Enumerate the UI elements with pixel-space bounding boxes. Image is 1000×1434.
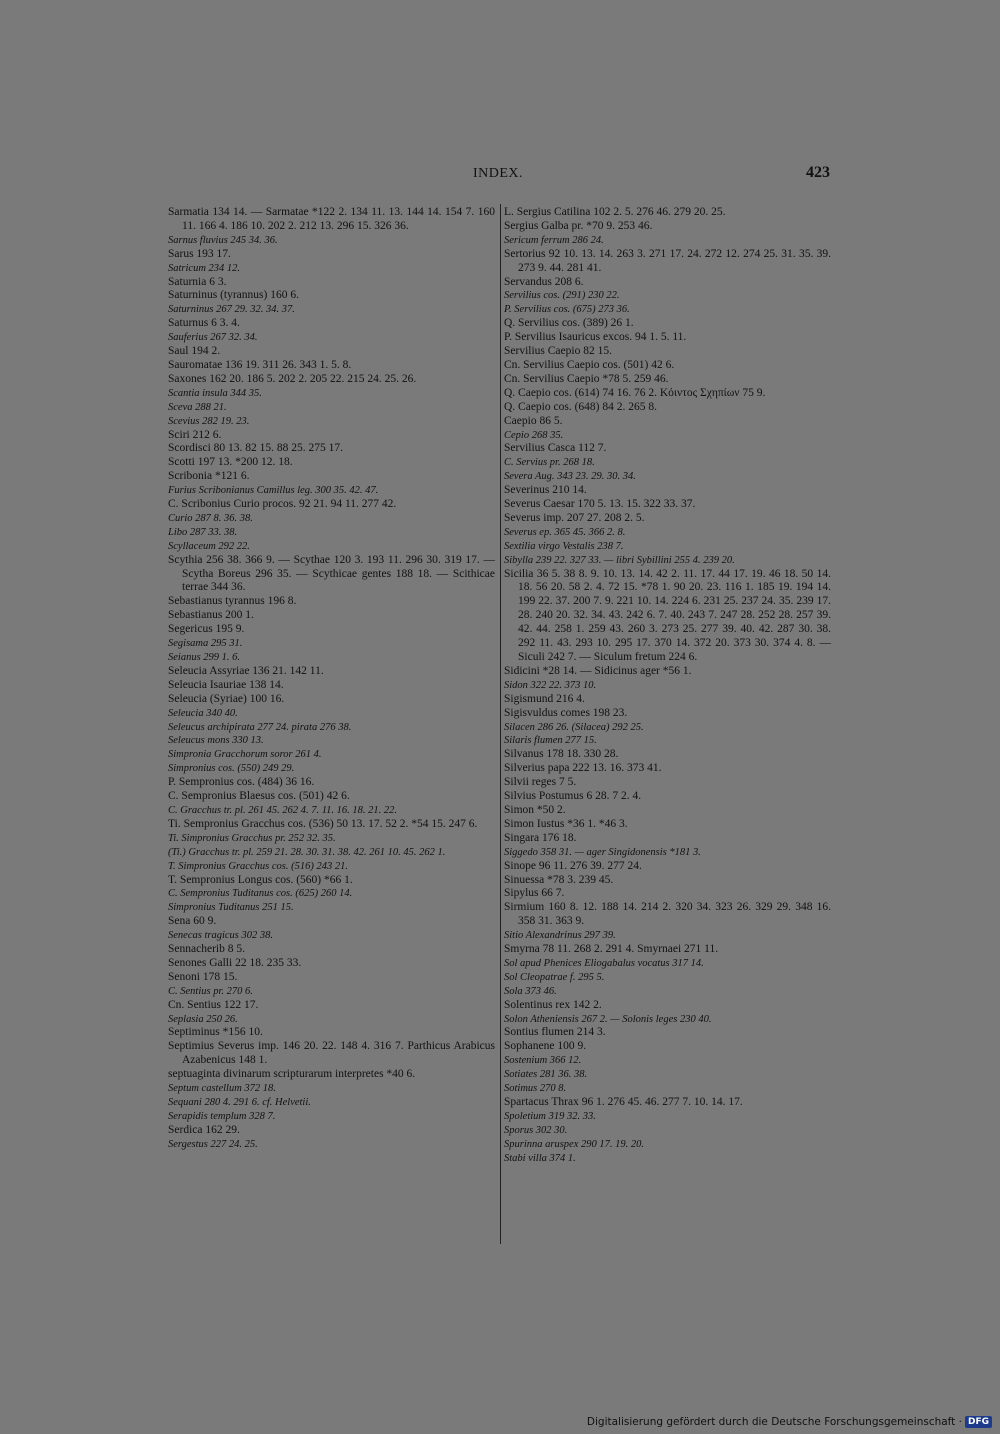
index-entry: Sidicini *28 14. — Sidicinus ager *56 1. [504,664,692,677]
index-entry: Stabi villa 374 1. [504,1152,576,1164]
index-entry: Sibylla 239 22. 327 33. — libri Sybillini 255 4. 239 20. [504,554,735,566]
index-entry: C. Servius pr. 268 18. [504,457,595,469]
index-entry: Seleucia Assyriae 136 21. 142 11. [168,664,324,677]
index-entry: Simpronius cos. (550) 249 29. [168,763,295,775]
index-entry: Sirmium 160 8. 12. 188 14. 214 2. 320 34. 323 26. 329 29. 348 16. 358 31. 363 9. [504,901,831,928]
index-entry: Cn. Servilius Caepio cos. (501) 42 6. [504,358,675,371]
index-entry: Cepio 268 35. [504,429,564,441]
index-entry: Q. Caepio cos. (648) 84 2. 265 8. [504,400,657,413]
index-entry: Senoni 178 15. [168,970,238,983]
index-entry: Ti. Simpronius Gracchus pr. 252 32. 35. [168,832,336,844]
index-entry: Silvius Postumus 6 28. 7 2. 4. [504,790,642,803]
index-entry: Scevius 282 19. 23. [168,415,250,427]
index-entry: L. Sergius Catilina 102 2. 5. 276 46. 279 20. 25. [504,206,726,218]
index-entry: C. Sentius pr. 270 6. [168,985,253,997]
index-entry: Scordisci 80 13. 82 15. 88 25. 275 17. [168,442,344,455]
index-entry: Saturnia 6 3. [168,275,227,288]
index-entry: Smyrna 78 11. 268 2. 291 4. Smyrnaei 271 11. [504,943,719,956]
index-entry: Sergestus 227 24. 25. [168,1138,258,1150]
index-entry: Scotti 197 13. *200 12. 18. [168,456,293,469]
index-entry: P. Sempronius cos. (484) 36 16. [168,776,315,789]
index-entry: Saxones 162 20. 186 5. 202 2. 205 22. 215 24. 25. 26. [168,372,417,385]
dfg-logo-icon: DFG [965,1416,992,1428]
index-entry: Sarmatia 134 14. — Sarmatae *122 2. 134 11. 13. 144 14. 154 7. 160 11. 166 4. 186 10. 202 2. 212 13. 296 15. 326 36. [168,206,495,232]
index-entry: Sauferius 267 32. 34. [168,332,258,344]
index-entry: Sigisvuldus comes 198 23. [504,706,628,719]
page-header [166,160,834,190]
index-page [166,160,834,1260]
index-entry: Silvanus 178 18. 330 28. [504,748,619,761]
index-entry: Scantia insula 344 35. [168,387,262,399]
index-entry: Sol Cleopatrae f. 295 5. [504,971,605,983]
index-entry: Simpronius Tuditanus 251 15. [168,902,294,914]
index-entry: Cn. Servilius Caepio *78 5. 259 46. [504,372,669,385]
index-entry: Scythia 256 38. 366 9. — Scythae 120 3. 193 11. 296 30. 319 17. — Scytha Boreus 296 35. — Scythicae gentes 188 18. — Scithicae terrae 344 36. [168,553,495,594]
index-entry: Servilius cos. (291) 230 22. [504,290,620,302]
index-entry: Satricum 234 12. [168,262,241,274]
index-entry: Servilius Caepio 82 15. [504,345,612,358]
index-entry: P. Servilius Isauricus excos. 94 1. 5. 11. [504,331,687,344]
index-column-left [168,206,495,1152]
index-entry: Sennacherib 8 5. [168,943,245,956]
index-entry: Spoletium 319 32. 33. [504,1110,596,1122]
index-entry: Sitio Alexandrinus 297 39. [504,930,616,942]
index-entry: Serapidis templum 328 7. [168,1110,276,1122]
index-entry: Seplasia 250 26. [168,1013,238,1025]
funding-footer [587,1416,992,1428]
index-entry: Spartacus Thrax 96 1. 276 45. 46. 277 7. 10. 14. 17. [504,1096,743,1108]
index-entry: Sciri 212 6. [168,428,222,441]
index-entry: Caepio 86 5. [504,414,563,427]
index-entry: C. Scribonius Curio procos. 92 21. 94 11. 277 42. [168,498,397,511]
index-entry: Seleucia 340 40. [168,707,238,719]
index-entry: C. Sempronius Blaesus cos. (501) 42 6. [168,790,350,803]
index-entry: Severus imp. 207 27. 208 2. 5. [504,511,645,524]
index-entry: Saturnus 6 3. 4. [168,317,240,330]
index-entry: Segisama 295 31. [168,638,243,650]
index-entry: Sinuessa *78 3. 239 45. [504,873,614,886]
index-entry: Silvii reges 7 5. [504,776,577,789]
index-entry: Sporus 302 30. [504,1124,568,1136]
index-entry: Sarnus fluvius 245 34. 36. [168,234,278,246]
index-entry: P. Servilius cos. (675) 273 36. [504,304,630,316]
page-number: 423 [806,164,830,181]
index-entry: Libo 287 33. 38. [168,526,238,538]
index-entry: Sceva 288 21. [168,401,227,413]
index-entry: Siggedo 358 31. — ager Singidonensis *181 3. [504,846,701,858]
index-entry: Silacen 286 26. (Silacea) 292 25. [504,721,644,733]
index-entry: T. Sempronius Longus cos. (560) *66 1. [168,873,353,886]
index-entry: Simon Iustus *36 1. *46 3. [504,817,628,830]
index-entry: Furius Scribonianus Camillus leg. 300 35. 42. 47. [168,485,379,497]
index-entry: Saturninus (tyrannus) 160 6. [168,289,299,302]
index-entry: Scyllaceum 292 22. [168,540,250,552]
index-entry: Silaris flumen 277 15. [504,735,597,747]
index-entry: Sol apud Phenices Eliogabalus vocatus 317 14. [504,957,704,969]
index-entry: Simon *50 2. [504,803,566,816]
index-entry: Q. Servilius cos. (389) 26 1. [504,317,634,330]
index-entry: septuaginta divinarum scripturarum interpretes *40 6. [168,1068,416,1081]
index-entry: Segericus 195 9. [168,623,245,636]
index-entry: Sotiates 281 36. 38. [504,1069,588,1081]
index-entry: Sostenium 366 12. [504,1055,582,1067]
index-entry: Sicilia 36 5. 38 8. 9. 10. 13. 14. 42 2. 11. 17. 44 17. 19. 46 18. 50 14. 18. 56 20. 58 2. 4. 72 15. *78 1. 90 20. 23. 116 1. 185 19. 194 14. 199 22. 37. 200 7. 9. 221 10. 14. 224 6. 231 25. 237 24. 35. 239 17. 28. 240 20. 32. 34. 43. 242 6. 7. 40. 243 7. 247 28. 252 28. 257 39. 42. 44. 258 1. 259 43. 260 3. 273 25. 277 39. 40. 42. 287 30. 38. 292 11. 43. 293 10. 295 17. 370 14. 372 20. 373 30. 374 4. 8. — Siculi 242 7. — Siculum fretum 224 6. [504,567,831,663]
index-entry: Silverius papa 222 13. 16. 373 41. [504,762,662,775]
index-entry: Sebastianus tyrannus 196 8. [168,595,297,608]
index-entry: Seianus 299 1. 6. [168,652,241,663]
index-entry: (Ti.) Gracchus tr. pl. 259 21. 28. 30. 31. 38. 42. 261 10. 45. 262 1. [168,846,446,858]
index-entry: Seleucus mons 330 13. [168,735,264,747]
index-entry: Solon Atheniensis 267 2. — Solonis leges 230 40. [504,1013,712,1025]
page-title: INDEX. [473,166,524,181]
index-entry: Sericum ferrum 286 24. [504,234,604,246]
index-entry: Sidon 322 22. 373 10. [504,679,597,691]
index-entry: C. Sempronius Tuditanus cos. (625) 260 14. [168,888,353,900]
index-column-right [504,206,831,1166]
column-divider [500,204,501,1244]
index-entry: Saul 194 2. [168,345,221,358]
index-entry: Curio 287 8. 36. 38. [168,512,253,524]
index-entry: Sontius flumen 214 3. [504,1026,606,1039]
index-entry: Sebastianus 200 1. [168,609,254,622]
index-entry: Sextilia virgo Vestalis 238 7. [504,540,624,552]
index-entry: Severus ep. 365 45. 366 2. 8. [504,526,626,538]
index-entry: Seleucia Isauriae 138 14. [168,678,284,691]
index-entry: Spurinna aruspex 290 17. 19. 20. [504,1138,644,1150]
index-entry: Senones Galli 22 18. 235 33. [168,956,302,969]
index-entry: Q. Caepio cos. (614) 74 16. 76 2. Κόιντος Σχηπίων 75 9. [504,386,766,399]
index-entry: Severus Caesar 170 5. 13. 15. 322 33. 37. [504,498,696,511]
index-entry: Solentinus rex 142 2. [504,998,602,1011]
index-entry: Seleucia (Syriae) 100 16. [168,692,285,705]
index-entry: Scribonia *121 6. [168,470,250,483]
index-entry: Septimius Severus imp. 146 20. 22. 148 4. 316 7. Parthicus Arabicus Azabenicus 148 1. [168,1040,495,1067]
index-entry: T. Simpronius Gracchus cos. (516) 243 21. [168,860,348,872]
index-entry: Serdica 162 29. [168,1123,240,1136]
footer-text: Digitalisierung gefördert durch die Deutsche Forschungsgemeinschaft · [586,1416,962,1428]
index-entry: Seleucus archipirata 277 24. pirata 276 38. [168,721,352,733]
index-entry: Ti. Sempronius Gracchus cos. (536) 50 13. 17. 52 2. *54 15. 247 6. [168,817,478,830]
index-entry: Sigismund 216 4. [504,692,585,705]
index-entry: Sophanene 100 9. [504,1040,587,1053]
index-entry: Sola 373 46. [504,985,557,997]
index-entry: Singara 176 18. [504,831,577,844]
index-entry: Severa Aug. 343 23. 29. 30. 34. [504,471,636,483]
index-entry: Sergius Galba pr. *70 9. 253 46. [504,219,653,232]
index-entry: Sertorius 92 10. 13. 14. 263 3. 271 17. 24. 272 12. 274 25. 31. 35. 39. 273 9. 44. 281 41. [504,247,831,274]
index-entry: Sipylus 66 7. [504,887,565,900]
index-entry: Severinus 210 14. [504,484,587,497]
index-entry: Sequani 280 4. 291 6. cf. Helvetii. [168,1097,311,1108]
index-entry: Simpronia Gracchorum soror 261 4. [168,749,322,761]
index-entry: Servandus 208 6. [504,275,584,288]
index-entry: Septum castellum 372 18. [168,1083,276,1095]
index-entry: C. Gracchus tr. pl. 261 45. 262 4. 7. 11. 16. 18. 21. 22. [168,804,398,816]
index-entry: Senecas tragicus 302 38. [168,930,273,942]
index-entry: Saturninus 267 29. 32. 34. 37. [168,304,295,316]
index-entry: Cn. Sentius 122 17. [168,998,259,1011]
index-entry: Septiminus *156 10. [168,1026,263,1039]
index-entry: Sotimus 270 8. [504,1083,567,1095]
index-entry: Sena 60 9. [168,915,217,928]
index-entry: Servilius Casca 112 7. [504,442,607,455]
index-entry: Sarus 193 17. [168,247,231,260]
index-entry: Sinope 96 11. 276 39. 277 24. [504,859,642,872]
index-entry: Sauromatae 136 19. 311 26. 343 1. 5. 8. [168,358,352,371]
